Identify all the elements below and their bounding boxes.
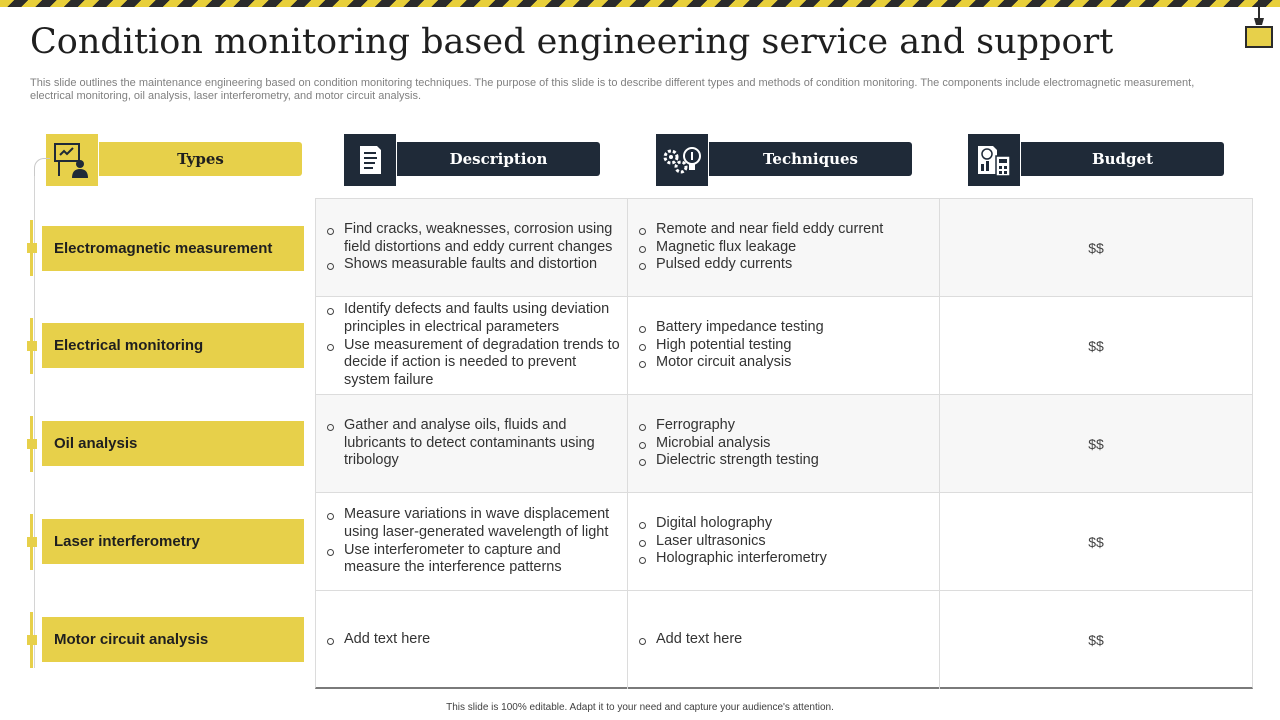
monitoring-table xyxy=(315,198,1253,689)
description-header xyxy=(344,134,600,186)
list-item: Battery impedance testing xyxy=(638,319,824,337)
table-row xyxy=(316,297,1252,395)
techniques-header-label: Techniques xyxy=(709,142,912,176)
type-electromagnetic-measurement: Electromagnetic measurement xyxy=(42,226,304,271)
description-cell xyxy=(316,297,628,394)
page-title: Condition monitoring based engineering service and support xyxy=(30,22,1114,62)
footer-note: This slide is 100% editable. Adapt it to your need and capture your audience's attention. xyxy=(446,702,834,713)
timeline-dot xyxy=(27,635,37,645)
techniques-cell xyxy=(628,591,940,689)
timeline-dot xyxy=(27,243,37,253)
list-item: Digital holography xyxy=(638,515,827,533)
table-row xyxy=(316,199,1252,297)
gears-bulb-icon xyxy=(656,134,708,186)
techniques-header xyxy=(656,134,912,186)
list-item: Ferrography xyxy=(638,417,819,435)
list-item: Magnetic flux leakage xyxy=(638,239,883,257)
timeline-dot xyxy=(27,341,37,351)
budget-header xyxy=(968,134,1224,186)
list-item: Add text here xyxy=(638,631,742,649)
timeline-connector xyxy=(34,158,50,178)
description-cell xyxy=(316,493,628,590)
budget-cell: $$ xyxy=(1088,435,1104,452)
list-item: Find cracks, weaknesses, corrosion using field distortions and eddy current changes xyxy=(326,221,621,257)
list-item: Laser ultrasonics xyxy=(638,533,827,551)
type-motor-circuit-analysis: Motor circuit analysis xyxy=(42,617,304,662)
list-item: Gather and analyse oils, fluids and lubricants to detect contaminants using tribology xyxy=(326,417,621,470)
hazard-stripe-bar xyxy=(0,0,1280,7)
type-electrical-monitoring: Electrical monitoring xyxy=(42,323,304,368)
techniques-cell xyxy=(628,493,940,590)
description-cell xyxy=(316,591,628,689)
timeline-dot xyxy=(27,537,37,547)
type-oil-analysis: Oil analysis xyxy=(42,421,304,466)
budget-cell: $$ xyxy=(1088,533,1104,550)
presenter-board-icon xyxy=(46,134,98,186)
description-cell xyxy=(316,395,628,492)
list-item: Shows measurable faults and distortion xyxy=(326,256,621,274)
types-header-label: Types xyxy=(99,142,302,176)
techniques-cell xyxy=(628,395,940,492)
description-header-label: Description xyxy=(397,142,600,176)
list-item: Use measurement of degradation trends to decide if action is needed to prevent system failure xyxy=(326,337,621,390)
table-row xyxy=(316,493,1252,591)
description-cell xyxy=(316,199,628,296)
list-item: Remote and near field eddy current xyxy=(638,221,883,239)
techniques-cell xyxy=(628,297,940,394)
budget-cell: $$ xyxy=(1088,632,1104,648)
table-row xyxy=(316,591,1252,689)
list-item: High potential testing xyxy=(638,337,824,355)
list-item: Dielectric strength testing xyxy=(638,452,819,470)
list-item: Measure variations in wave displacement using laser-generated wavelength of light xyxy=(326,506,621,542)
hanging-crane-hook-icon xyxy=(1244,0,1274,52)
table-row xyxy=(316,395,1252,493)
page-subtitle: This slide outlines the maintenance engineering based on condition monitoring techniques. The purpose of this slide is to describe different types and methods of condition monitoring. The components include electromagnetic measurement, electrical monitoring, oil analysis, laser interferometry, and motor circuit analysis. xyxy=(30,77,1195,102)
list-item: Microbial analysis xyxy=(638,435,819,453)
timeline-dot xyxy=(27,439,37,449)
budget-cell: $$ xyxy=(1088,239,1104,256)
list-item: Holographic interferometry xyxy=(638,550,827,568)
document-list-icon xyxy=(344,134,396,186)
finance-calculator-icon xyxy=(968,134,1020,186)
list-item: Motor circuit analysis xyxy=(638,354,824,372)
budget-header-label: Budget xyxy=(1021,142,1224,176)
list-item: Pulsed eddy currents xyxy=(638,256,883,274)
types-header xyxy=(46,134,302,186)
list-item: Use interferometer to capture and measure the interference patterns xyxy=(326,542,621,578)
techniques-cell xyxy=(628,199,940,296)
budget-cell: $$ xyxy=(1088,337,1104,354)
list-item: Identify defects and faults using deviation principles in electrical parameters xyxy=(326,301,621,337)
list-item: Add text here xyxy=(326,631,430,649)
type-laser-interferometry: Laser interferometry xyxy=(42,519,304,564)
